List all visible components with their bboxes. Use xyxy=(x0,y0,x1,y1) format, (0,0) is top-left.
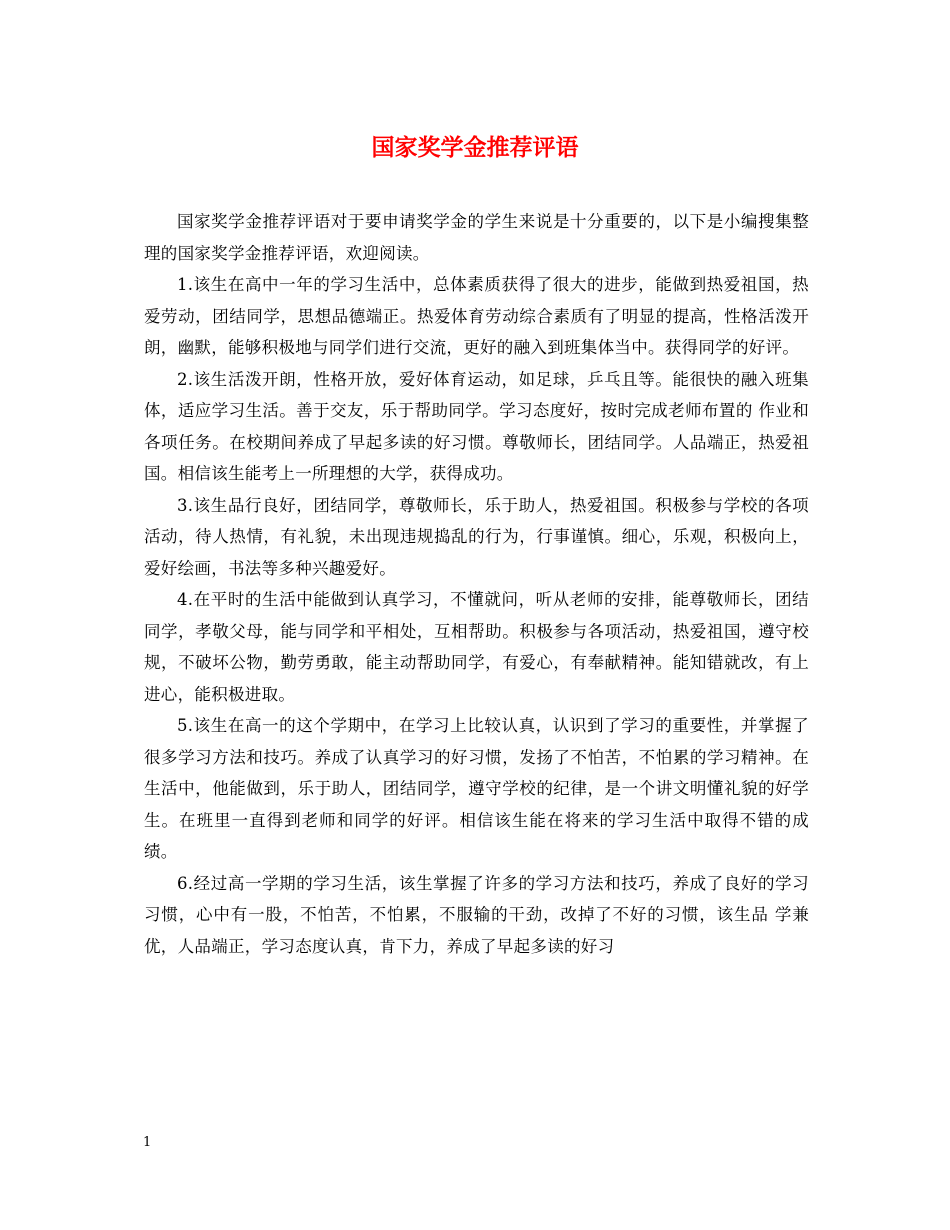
comment-paragraph-2: 2.该生活泼开朗，性格开放，爱好体育运动，如足球，乒乓且等。能很快的融入班集体，适应学习生活。善于交友，乐于帮助同学。学习态度好，按时完成老师布置的 作业和各项任务。在校期间养成了早起多读的好习惯。尊敬师长，团结同学。人品端正，热爱祖国。相信该生能考上一所理想的大学，获得成功。 xyxy=(144,369,809,483)
comment-paragraph-6: 6.经过高一学期的学习生活，该生掌握了许多的学习方法和技巧，养成了良好的学习习惯，心中有一股，不怕苦，不怕累，不服输的干劲，改掉了不好的习惯，该生品 学兼优，人品端正，学习态度认真，肯下力，养成了早起多读的好习 xyxy=(144,873,809,956)
comment-paragraph-4: 4.在平时的生活中能做到认真学习，不懂就问，听从老师的安排，能尊敬师长，团结同学，孝敬父母，能与同学和平相处，互相帮助。积极参与各项活动，热爱祖国，遵守校规，不破坏公物，勤劳勇敢，能主动帮助同学，有爱心，有奉献精神。能知错就改，有上进心，能积极进取。 xyxy=(144,590,809,704)
page-number: 1 xyxy=(143,1135,152,1150)
comment-paragraph-1: 1.该生在高中一年的学习生活中，总体素质获得了很大的进步，能做到热爱祖国，热爱劳动，团结同学，思想品德端正。热爱体育劳动综合素质有了明显的提高，性格活泼开朗，幽默，能够积极地与同学们进行交流，更好的融入到班集体当中。获得同学的好评。 xyxy=(144,275,809,357)
document-body xyxy=(144,206,809,962)
document-title: 国家奖学金推荐评语 xyxy=(371,134,579,161)
comment-paragraph-5: 5.该生在高一的这个学期中，在学习上比较认真，认识到了学习的重要性，并掌握了很多学习方法和技巧。养成了认真学习的好习惯，发扬了不怕苦，不怕累的学习精神。在生活中，他能做到，乐于助人，团结同学，遵守学校的纪律，是一个讲文明懂礼貌的好学生。在班里一直得到老师和同学的好评。相信该生能在将来的学习生活中取得不错的成绩。 xyxy=(144,716,809,861)
comment-paragraph-3: 3.该生品行良好，团结同学，尊敬师长，乐于助人，热爱祖国。积极参与学校的各项活动，待人热情，有礼貌，未出现违规捣乱的行为，行事谨慎。细心，乐观，积极向上，爱好绘画，书法等多种兴趣爱好。 xyxy=(144,495,809,578)
intro-paragraph: 国家奖学金推荐评语对于要申请奖学金的学生来说是十分重要的，以下是小编搜集整理的国家奖学金推荐评语，欢迎阅读。 xyxy=(144,212,809,263)
